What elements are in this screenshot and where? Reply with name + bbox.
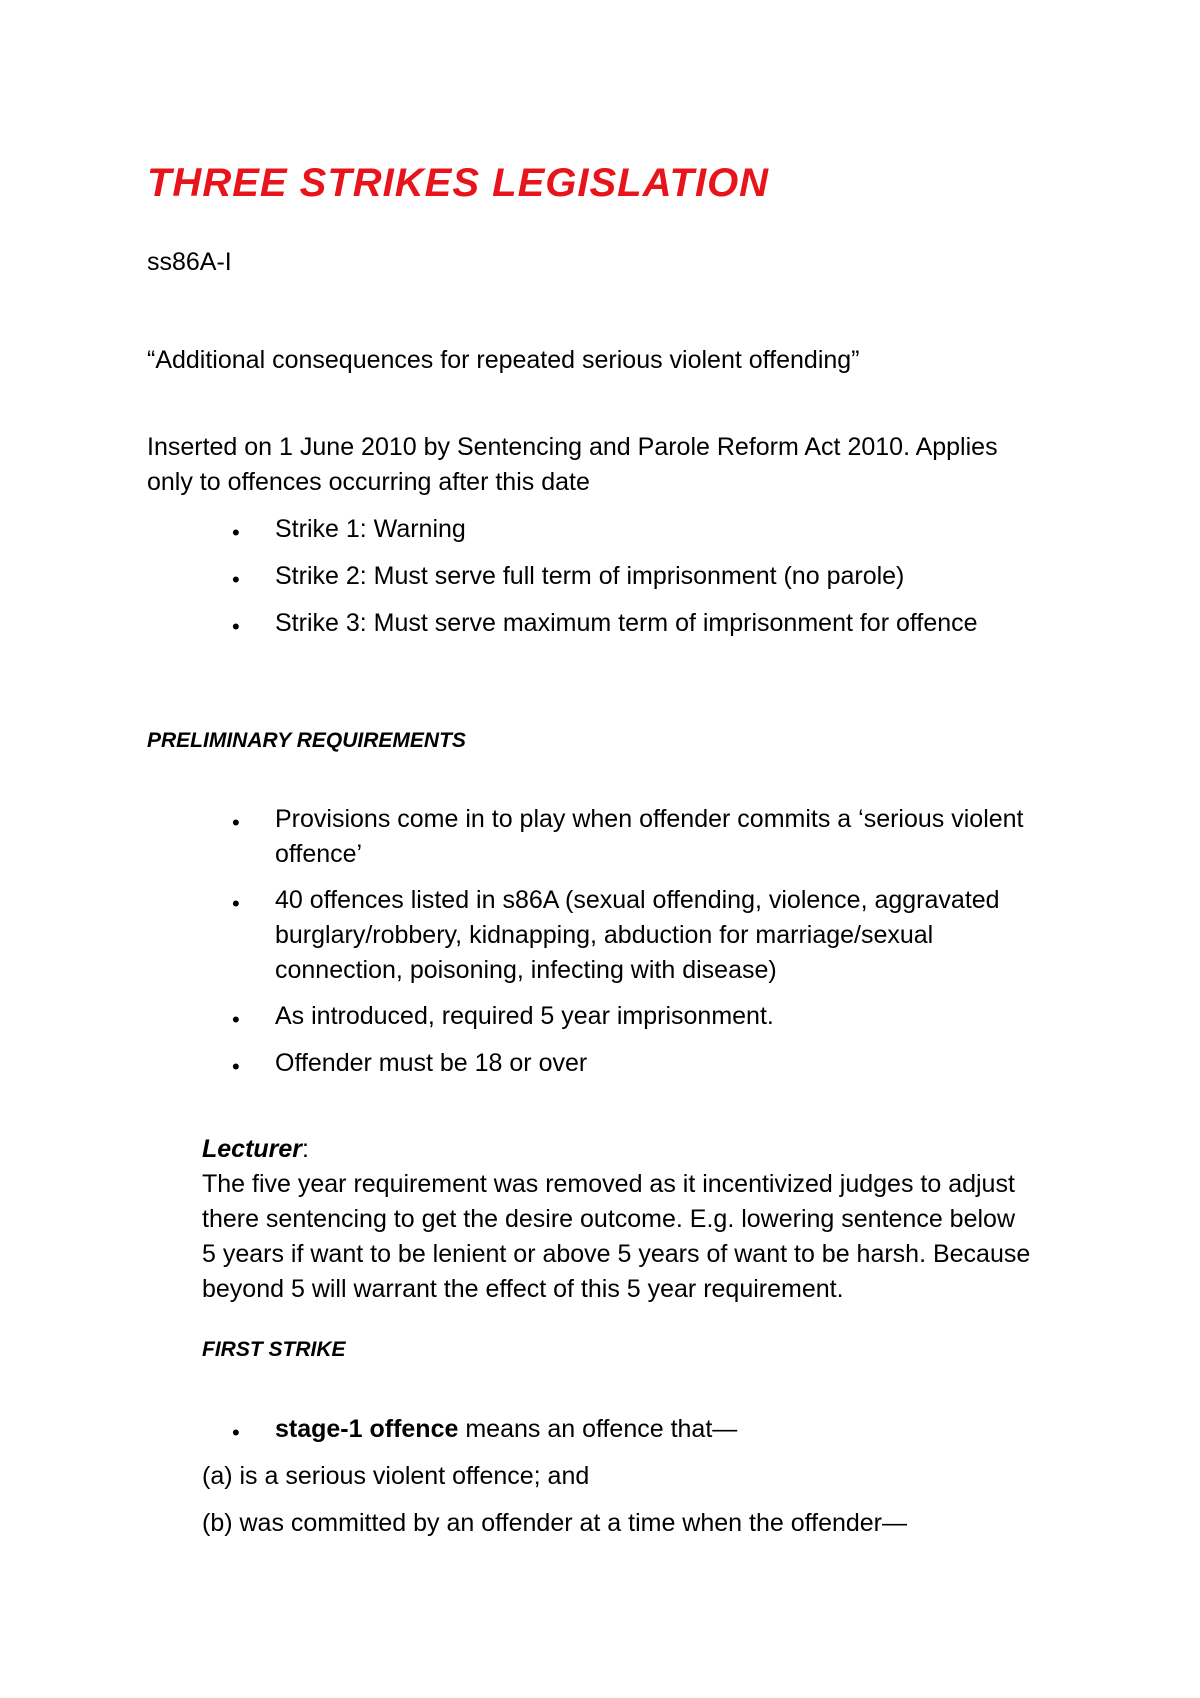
preliminary-heading: PRELIMINARY REQUIREMENTS [147, 729, 466, 752]
bullet-icon: • [232, 1420, 240, 1445]
strike-item-2: Strike 2: Must serve full term of imprisonment (no parole) [275, 562, 905, 590]
clause-a: (a) is a serious violent offence; and [202, 1462, 590, 1490]
lecturer-note-line-4: beyond 5 will warrant the effect of this 5 year requirement. [202, 1275, 844, 1303]
document-title: THREE STRIKES LEGISLATION [147, 161, 770, 205]
defined-term: stage-1 offence [275, 1415, 459, 1443]
first-strike-heading: FIRST STRIKE [202, 1338, 346, 1361]
intro-line-1: Inserted on 1 June 2010 by Sentencing and Parole Reform Act 2010. Applies [147, 433, 998, 461]
prelim-item-2-line-2: burglary/robbery, kidnapping, abduction for marriage/sexual [275, 921, 934, 949]
bullet-icon: • [232, 1007, 240, 1032]
bullet-icon: • [232, 614, 240, 639]
bullet-icon: • [232, 810, 240, 835]
clause-b: (b) was committed by an offender at a time when the offender— [202, 1509, 908, 1537]
bullet-icon: • [232, 520, 240, 545]
part-quote: “Additional consequences for repeated serious violent offending” [147, 346, 860, 374]
stage-1-definition [275, 1412, 737, 1447]
strike-item-1: Strike 1: Warning [275, 515, 466, 543]
bullet-icon: • [232, 567, 240, 592]
lecturer-note-line-2: there sentencing to get the desire outcome. E.g. lowering sentence below [202, 1205, 1016, 1233]
strike-item-3: Strike 3: Must serve maximum term of imprisonment for offence [275, 609, 978, 637]
prelim-item-2-line-3: connection, poisoning, infecting with disease) [275, 956, 777, 984]
lecturer-note-line-1: The five year requirement was removed as it incentivized judges to adjust [202, 1170, 1015, 1198]
prelim-item-2-line-1: 40 offences listed in s86A (sexual offending, violence, aggravated [275, 886, 1000, 914]
prelim-item-1-line-2: offence’ [275, 840, 363, 868]
prelim-item-4: Offender must be 18 or over [275, 1049, 588, 1077]
section-reference: ss86A-I [147, 248, 232, 276]
lecturer-label-colon: : [302, 1135, 309, 1163]
prelim-item-1-line-1: Provisions come in to play when offender commits a ‘serious violent [275, 805, 1024, 833]
lecturer-label [202, 1132, 309, 1167]
lecturer-note-line-3: 5 years if want to be lenient or above 5 years of want to be harsh. Because [202, 1240, 1031, 1268]
lecturer-label-text: Lecturer [202, 1135, 303, 1163]
bullet-icon: • [232, 891, 240, 916]
definition-text: means an offence that— [458, 1415, 738, 1443]
prelim-item-3: As introduced, required 5 year imprisonment. [275, 1002, 774, 1030]
intro-line-2: only to offences occurring after this date [147, 468, 590, 496]
bullet-icon: • [232, 1054, 240, 1079]
